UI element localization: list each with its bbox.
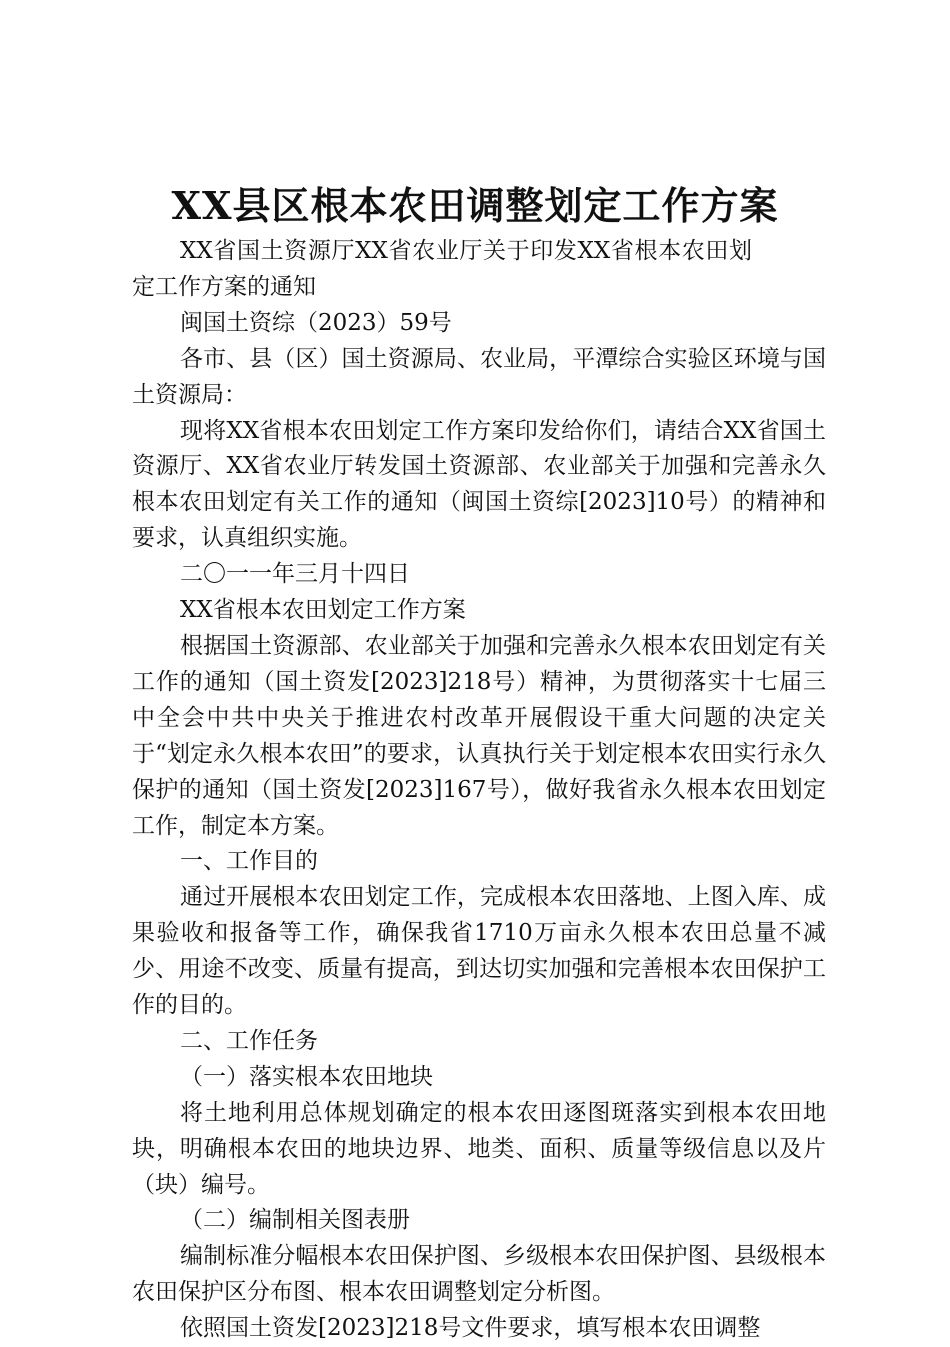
section-heading-tasks: 二、工作任务 [180, 1027, 318, 1054]
task-2-continuation-paragraph: 依照国土资发[2023]218号文件要求，填写根本农田调整 [180, 1315, 761, 1342]
notice-title-paragraph: XX省国土资源厅XX省农业厅关于印发XX省根本农田划定工作方案的通知 [132, 238, 752, 300]
purpose-paragraph: 通过开展根本农田划定工作，完成根本农田落地、上图入库、成果验收和报备等工作，确保我省1710万亩永久根本农田总量不减少、用途不改变、质量有提高，到达切实加强和完善根本农田保护工作的目的。 [132, 884, 826, 1019]
plan-basis-paragraph: 根据国土资源部、农业部关于加强和完善永久根本农田划定有关工作的通知（国土资发[2023]218号）精神，为贯彻落实十七届三中全会中共中央关于推进农村改革开展假设干重大问题的决定关于“划定永久根本农田”的要求，认真执行关于划定根本农田实行永久保护的通知（国土资发[2023]167号），做好我省永久根本农田划定工作，制定本方案。 [132, 632, 826, 839]
document-body [132, 234, 826, 1347]
issue-date: 二〇一一年三月十四日 [180, 561, 410, 588]
subsection-heading-2: （二）编制相关图表册 [180, 1207, 410, 1234]
notice-body-paragraph: 现将XX省根本农田划定工作方案印发给你们，请结合XX省国土资源厅、XX省农业厅转发国土资源部、农业部关于加强和完善永久根本农田划定有关工作的通知（闽国土资综[2023]10号）的精神和要求，认真组织实施。 [132, 417, 826, 552]
document-title: XX县区根本农田调整划定工作方案 [171, 183, 779, 228]
subsection-heading-1: （一）落实根本农田地块 [180, 1063, 433, 1090]
plan-title: XX省根本农田划定工作方案 [180, 597, 466, 624]
task-1-paragraph: 将土地利用总体规划确定的根本农田逐图斑落实到根本农田地块，明确根本农田的地块边界、地类、面积、质量等级信息以及片（块）编号。 [132, 1099, 826, 1198]
document-number: 闽国土资综（2023）59号 [180, 309, 452, 336]
task-2-paragraph: 编制标准分幅根本农田保护图、乡级根本农田保护图、县级根本农田保护区分布图、根本农田调整划定分析图。 [132, 1243, 826, 1306]
addressee-paragraph: 各市、县（区）国土资源局、农业局，平潭综合实验区环境与国土资源局： [132, 345, 826, 408]
section-heading-purpose: 一、工作目的 [180, 848, 318, 875]
